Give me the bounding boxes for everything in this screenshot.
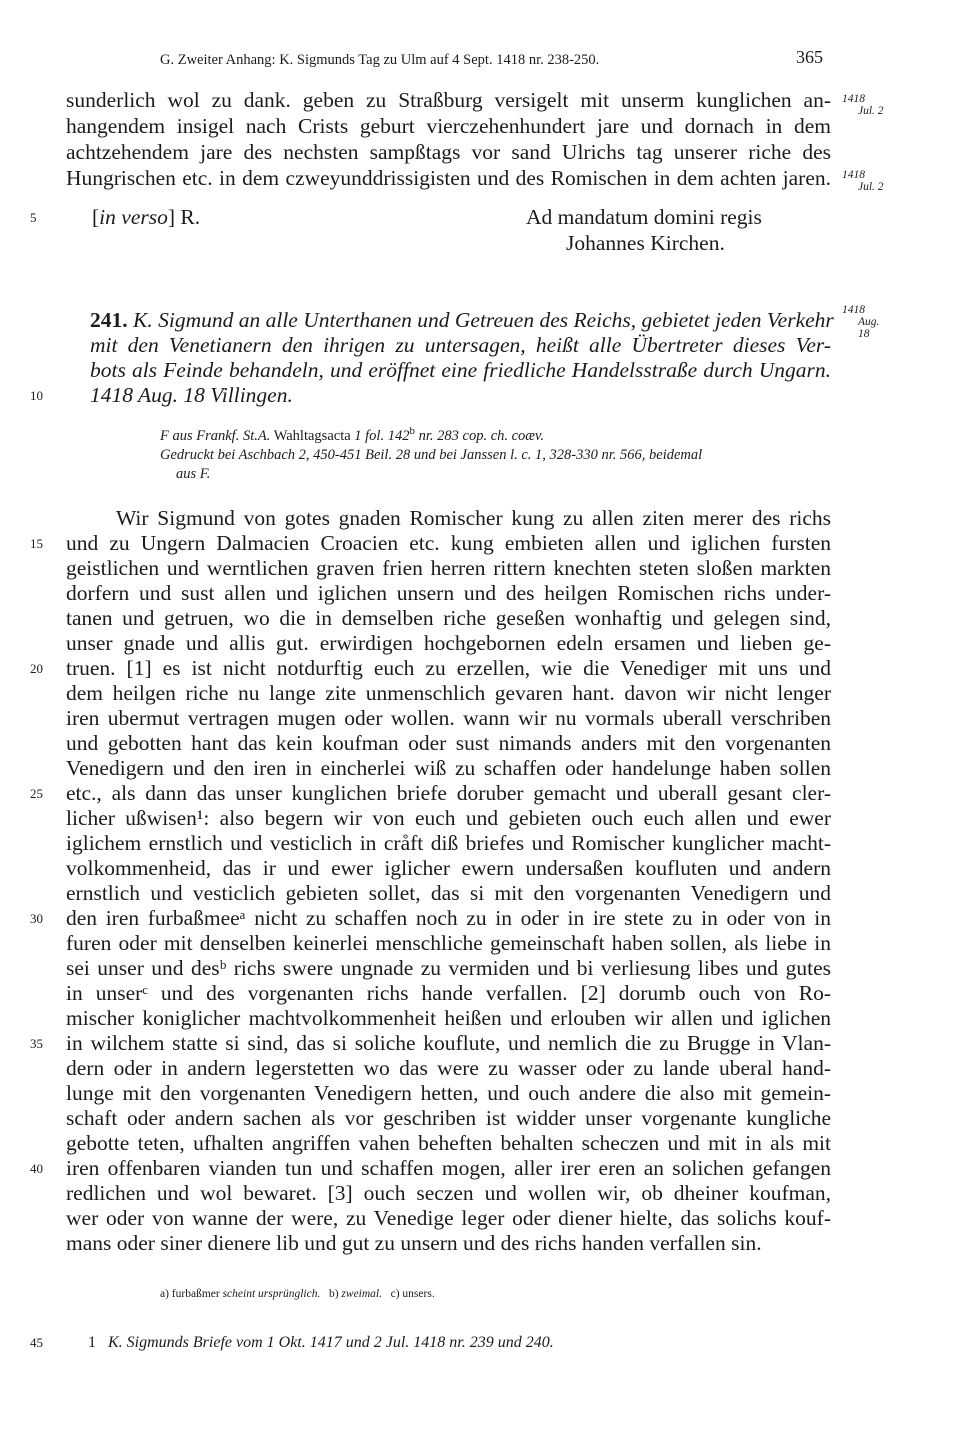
body-line: redlichen und wol bewaret. [3] ouch seczen und wollen wir, ob dheiner koufman, — [66, 1181, 831, 1205]
text-line: hangendem insigel nach Crists geburt vierczehenhundert jare und dornach in dem — [66, 114, 831, 138]
line-number: 20 — [30, 661, 43, 676]
body-line: licher ußwisen¹: also begern wir von euch und gebieten ouch euch allen und ewer — [66, 806, 831, 830]
body-line: wer oder von wanne der were, zu Venedige leger oder diener hielte, das solichs kouf- — [66, 1206, 831, 1230]
line-number: 15 — [30, 536, 43, 551]
line-number: 45 — [30, 1335, 43, 1350]
margin-date-year: 1418 — [842, 93, 865, 105]
body-line: dorfern und sust allen und iglichen unsern und des heilgen Romischen richs under- — [66, 581, 831, 605]
footnote-1 — [88, 1333, 554, 1353]
line-number: 40 — [30, 1161, 43, 1176]
footnote-c: c) unsers. — [390, 1288, 435, 1300]
regest-line: mit den Venetianern den ihrigen zu untersagen, heißt alle Übertreter dieses Ver- — [90, 333, 831, 357]
footnote-b-note: zweimal. — [341, 1288, 382, 1300]
text-line: sunderlich wol zu dank. geben zu Straßburg versigelt mit unserm kunglichen an- — [66, 88, 831, 112]
body-line: iren offenbaren vianden tun und schaffen mogen, aller irer eren an solichen gefangen — [66, 1156, 831, 1180]
signer-line: Johannes Kirchen. — [566, 231, 725, 255]
line-number: 25 — [30, 786, 43, 801]
body-line: etc., als dann das unser kunglichen briefe doruber gemacht und uberall gesant cler- — [66, 781, 831, 805]
body-line: Venedigern und den iren in eincherlei wiß zu schaffen oder handelunge haben sollen — [66, 756, 831, 780]
body-line: in wilchem statte si sind, das si soliche kouflute, und nemlich die zu Brugge in Vlan- — [66, 1031, 831, 1055]
line-number: 35 — [30, 1036, 43, 1051]
footnote-line — [160, 1286, 435, 1302]
body-line: mans oder siner dienere lib und gut zu unsern und des richs handen verfallen sin. — [66, 1231, 762, 1255]
body-line: dern oder in andern legerstetten wo das were zu wasser oder zu lande uberal hand- — [66, 1056, 831, 1080]
source-sup: b — [409, 425, 415, 437]
mandatum-line: Ad mandatum domini regis — [526, 205, 762, 229]
body-line: mischer koniglicher machtvolkommenheit heißen und erlouben wir allen und iglichen — [66, 1006, 831, 1030]
regest-line: bots als Feinde behandeln, und eröffnet eine friedliche Handelsstraße durch Ungarn. — [90, 358, 831, 382]
footnote-1-mark: 1 — [88, 1334, 96, 1351]
body-line: volkommenheid, das ir und ewer iglicher ewern undersaßen koufluten und andern — [66, 856, 831, 880]
body-line: iglichem ernstlich und vesticlich in cråft diß briefes und Romischer kunglicher macht- — [66, 831, 831, 855]
body-line: iren ubermut vertragen mugen oder wollen. wann wir nu vormals uberall verschriben — [66, 706, 831, 730]
regest-text: K. Sigmund an alle Unterthanen und Getreuen des Reichs, gebietet jeden Verkehr — [133, 308, 834, 332]
margin-date-day: Jul. 2 — [858, 181, 884, 193]
body-line: den iren furbaßmeeᵃ nicht zu schaffen noch zu in oder in ire stete zu in oder von in — [66, 906, 831, 930]
regest-line: 1418 Aug. 18 Villingen. — [90, 383, 293, 407]
verso-r: R. — [180, 205, 201, 229]
body-line: in unserᶜ und des vorgenanten richs hande verfallen. [2] dorumb ouch von Ro- — [66, 981, 831, 1005]
body-line: schaft oder andern sachen als vor geschriben ist widder unser vorgenante kungliche — [66, 1106, 831, 1130]
verso-italic: in verso — [99, 205, 168, 229]
margin-date — [842, 304, 890, 340]
line-number: 5 — [30, 210, 37, 225]
body-line: sei unser und desᵇ richs swere ungnade zu vermiden und bi verliesung libes und gutes — [66, 956, 831, 980]
footnote-1-text: K. Sigmunds Briefe vom 1 Okt. 1417 und 2 Jul. 1418 nr. 239 und 240. — [108, 1334, 554, 1351]
source-line: Gedruckt bei Aschbach 2, 450-451 Beil. 28 und bei Janssen l. c. 1, 328-330 nr. 566, beidemal — [160, 447, 703, 463]
body-line: unser gnade und allis gut. erwirdigen hochgebornen edeln ersamen und lieben ge- — [66, 631, 831, 655]
source-nr: nr. 283 cop. ch. coæv. — [414, 428, 544, 444]
text-line: achtzehendem jare des nechsten sampßtags vor sand Ulrichs tag unserer riche des — [66, 140, 831, 164]
body-line: dem heilgen riche nu lange zite unmenschlich gevaren hant. davon wir nicht lenger — [66, 681, 831, 705]
source-line — [160, 427, 832, 445]
regest-line — [90, 308, 834, 333]
margin-date — [842, 169, 890, 193]
body-line: und gebotten hant das kein koufman oder sust nimands anders mit den vorgenanten — [66, 731, 831, 755]
page-number: 365 — [796, 47, 823, 67]
text-line: Hungrischen etc. in dem czweyunddrissigisten und des Romischen in dem achten jaren. — [66, 166, 831, 190]
body-line: gebotte teten, ufhalten angriffen vahen beheften behalten scheczen und mit in als mit — [66, 1131, 831, 1155]
margin-date-year: 1418 — [842, 169, 865, 181]
body-line: ernstlich und vesticlich gebieten sollet, das si mit den vorgenanten Venedigern und — [66, 881, 831, 905]
line-number: 10 — [30, 388, 43, 403]
body-line: truen. [1] es ist nicht notdurftig euch zu erzellen, wie die Venediger mit uns und — [66, 656, 831, 680]
margin-date-day: Jul. 2 — [858, 105, 884, 117]
document-number: 241. — [90, 308, 128, 332]
body-line: und zu Ungern Dalmacien Croacien etc. kung embieten allen und iglichen fursten — [66, 531, 831, 555]
footnote-a-label: a) furbaßmer — [160, 1288, 220, 1300]
source-folio: 1 fol. 142 — [354, 428, 410, 444]
body-line: furen oder mit denselben keinerlei menschliche gemeinschaft haben sollen, als liebe in — [66, 931, 831, 955]
source-siglum: F aus Frankf. St.A. — [160, 428, 271, 444]
body-line: lunge mit den vorgenanten Venedigern hetten, und ouch andere die also mit gemein- — [66, 1081, 831, 1105]
source-line: aus F. — [176, 466, 211, 482]
source-collection: Wahltagsacta — [270, 428, 355, 444]
body-line: tanen und getruen, wo die in demselben riche geseßen wonhaftig und gelegen sind, — [66, 606, 831, 630]
body-line: Wir Sigmund von gotes gnaden Romischer kung zu allen ziten merer des richs — [116, 506, 831, 530]
footnote-b-label: b) — [328, 1288, 339, 1300]
footnote-a-note: scheint ursprünglich. — [222, 1288, 321, 1300]
body-line: geistlichen und werntlichen graven frien herren rittern knechten steten sloßen markten — [66, 556, 831, 580]
running-title: G. Zweiter Anhang: K. Sigmunds Tag zu Ulm auf 4 Sept. 1418 nr. 238-250. — [160, 52, 600, 68]
line-number: 30 — [30, 911, 43, 926]
verso-note: [in verso] R. — [92, 205, 201, 229]
margin-date-year: 1418 — [842, 304, 865, 316]
margin-date — [842, 93, 890, 117]
margin-date-day: Aug. 18 — [858, 316, 880, 340]
